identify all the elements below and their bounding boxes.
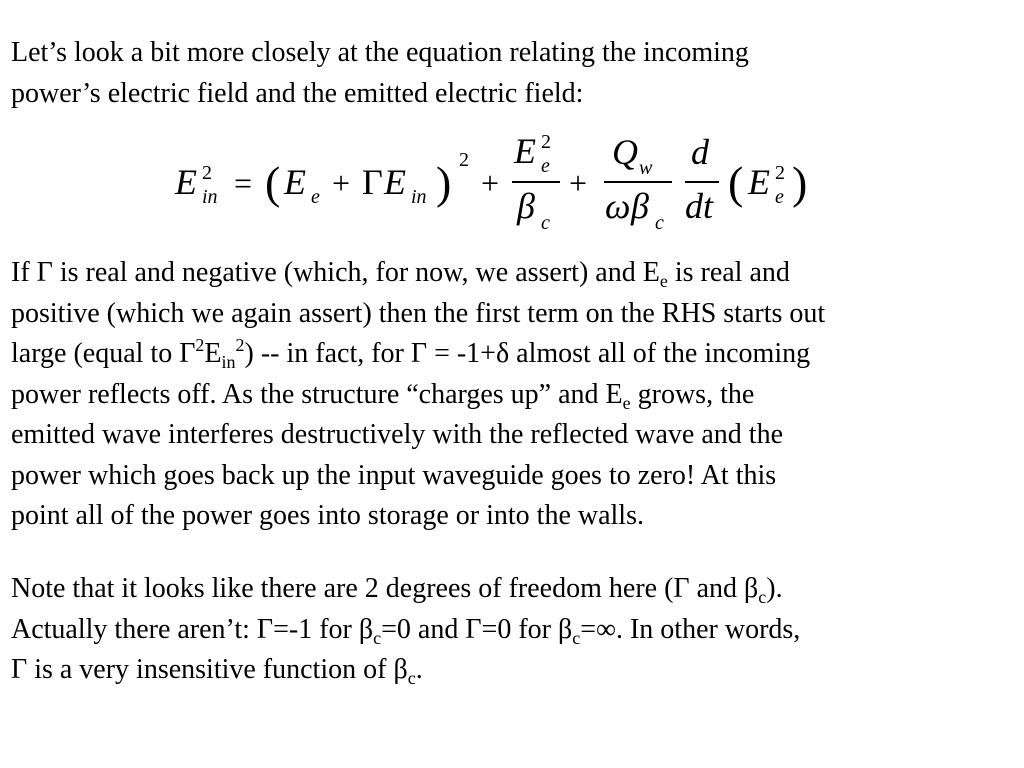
eq-frac1-num-sub: e — [541, 155, 550, 177]
eq-plus-1: + — [481, 165, 500, 201]
intro-line-1: Let’s look a bit more closely at the equation relating the incoming — [11, 37, 749, 68]
eq-lhs-E: E — [175, 162, 197, 202]
subscript: e — [622, 392, 631, 413]
text-run: If Γ is real and negative (which, for now, we assert) and E — [11, 257, 660, 288]
eq-term1-sup: 2 — [459, 149, 469, 171]
eq-rparen-2: ) — [792, 157, 808, 208]
note-line-3 — [11, 650, 1011, 691]
intro-line-2: power’s electric field and the emitted electric field: — [11, 77, 584, 109]
eq-term4-E: E — [748, 162, 770, 202]
eq-lparen-1: ( — [265, 157, 281, 208]
eq-term1-Ein: E — [384, 162, 406, 202]
eq-frac2-den-sub: c — [655, 212, 664, 234]
eq-frac3-den-dt: dt — [685, 186, 714, 226]
subscript: c — [407, 668, 416, 688]
subscript: e — [659, 271, 668, 291]
explanation-line-5: emitted wave interferes destructively with the reflected wave and the — [11, 419, 783, 450]
eq-plus-inner: + — [332, 165, 351, 201]
text-run: E — [204, 338, 222, 369]
subscript: in — [221, 352, 236, 372]
text-run: =∞. In other words, — [580, 613, 801, 645]
explanation-line-4 — [11, 375, 1011, 416]
eq-plus-2: + — [569, 165, 588, 201]
text-run: large (equal to Γ — [11, 338, 196, 369]
superscript: 2 — [235, 335, 245, 355]
subscript: c — [572, 627, 581, 648]
eq-frac2-den-omega: ω — [605, 186, 631, 226]
eq-equals: = — [234, 165, 253, 201]
text-run: power reflects off. As the structure “charges up” and E — [11, 378, 623, 410]
eq-rparen-1: ) — [436, 157, 452, 208]
eq-frac2-den-beta: β — [631, 186, 649, 226]
text-run: ) -- in fact, for Γ = -1+δ almost all of the incoming — [244, 338, 811, 369]
eq-frac3-num-d: d — [691, 132, 709, 172]
intro-paragraph — [11, 33, 1011, 114]
eq-frac1-num-E: E — [514, 131, 536, 171]
explanation-line-3 — [11, 334, 1011, 375]
explanation-line-7: point all of the power goes into storage or into the walls. — [11, 500, 644, 531]
explanation-paragraph — [11, 253, 1011, 537]
eq-lhs-sup: 2 — [202, 162, 212, 184]
note-paragraph — [11, 569, 1011, 691]
text-run: Note that it looks like there are 2 degrees of freedom here (Γ and β — [11, 573, 759, 604]
text-run: ). — [766, 573, 783, 604]
eq-term4-sub: e — [775, 186, 784, 208]
explanation-line-6: power which goes back up the input waveguide goes to zero! At this — [11, 459, 777, 491]
text-run: Γ is a very insensitive function of β — [11, 654, 408, 685]
eq-lhs-sub: in — [202, 186, 218, 208]
eq-term4-sup: 2 — [775, 162, 785, 184]
eq-frac2-num-sub: w — [639, 157, 653, 179]
eq-frac1-den-beta: β — [517, 186, 535, 226]
superscript: 2 — [195, 335, 205, 355]
eq-term1-Ee: E — [284, 162, 306, 202]
explanation-line-1 — [11, 253, 1011, 294]
eq-frac2-num-Q: Q — [612, 132, 638, 172]
eq-gamma: Γ — [362, 162, 383, 202]
eq-lparen-2: ( — [728, 157, 744, 208]
text-run: Actually there aren’t: Γ=-1 for β — [11, 613, 374, 645]
eq-frac1-den-sub: c — [541, 212, 550, 234]
eq-term1-sub-in: in — [411, 186, 427, 208]
text-run: grows, the — [630, 378, 755, 410]
eq-frac1-num-sup: 2 — [541, 131, 551, 153]
explanation-line-2: positive (which we again assert) then the first term on the RHS starts out — [11, 297, 826, 329]
text-run: =0 and Γ=0 for β — [381, 613, 573, 645]
text-run: . — [415, 654, 423, 685]
subscript: c — [373, 627, 382, 648]
equation — [172, 122, 832, 242]
note-line-1 — [11, 569, 1011, 610]
text-run: is real and — [667, 257, 790, 288]
subscript: c — [758, 587, 767, 607]
eq-term1-sub-e: e — [311, 186, 320, 208]
note-line-2 — [11, 610, 1011, 651]
